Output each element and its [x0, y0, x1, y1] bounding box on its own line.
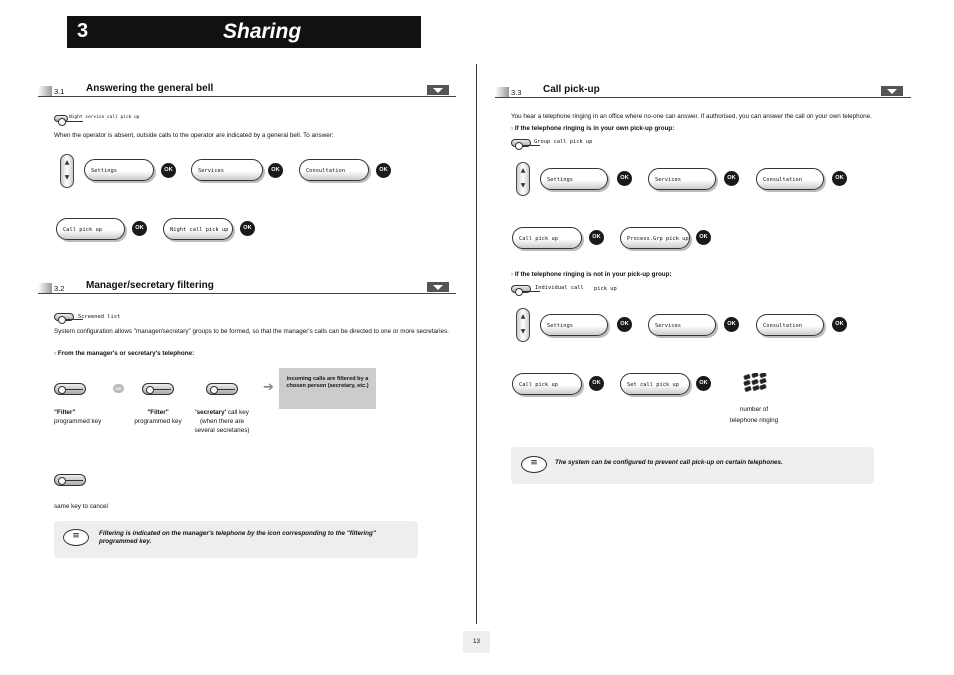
note-box — [511, 447, 874, 484]
filter-key-icon[interactable] — [54, 383, 86, 395]
filter-key-icon[interactable] — [142, 383, 174, 395]
ok-button[interactable]: OK — [376, 163, 391, 178]
case1-heading-text: If the telephone ringing is in your own pick-up group: — [514, 125, 675, 132]
case2-heading — [511, 270, 672, 279]
ok-button[interactable]: OK — [724, 317, 739, 332]
ok-button[interactable]: OK — [832, 171, 847, 186]
note-icon: ≡ — [521, 456, 547, 473]
ok-button[interactable]: OK — [240, 221, 255, 236]
bullet-arrow-icon: › — [54, 350, 58, 357]
section-rule — [38, 96, 456, 97]
filter-result-box: incoming calls are filtered by a chosen person (secretary, etc.) — [279, 368, 376, 409]
night-call-pick-up-button[interactable]: Night call pick up — [163, 218, 233, 240]
settings-button[interactable]: Settings — [540, 168, 608, 190]
bullet-arrow-icon: › — [511, 271, 515, 278]
secretary-key-icon[interactable] — [206, 383, 238, 395]
call-pick-up-button[interactable]: Call pick up — [56, 218, 125, 240]
section-bar — [495, 87, 509, 97]
keypad-icon[interactable] — [743, 373, 767, 395]
ok-button[interactable]: OK — [696, 230, 711, 245]
page-number: 13 — [463, 631, 490, 653]
section-toggle-icon[interactable] — [881, 86, 903, 96]
programmed-key-icon — [511, 285, 531, 293]
intro-text: System configuration allows "manager/secretary" groups to be formed, so that the manager's calls can be directed to one or more secretaries. — [54, 328, 449, 335]
from-heading-text: From the manager's or secretary's telephone: — [57, 350, 195, 357]
section-bar — [38, 283, 52, 293]
secretary-label: 'secretary' call key (when there are several secretaries) — [194, 409, 250, 434]
ok-button[interactable]: OK — [724, 171, 739, 186]
services-button[interactable]: Services — [648, 314, 716, 336]
bullet-arrow-icon: › — [511, 125, 515, 132]
section-toggle-icon[interactable] — [427, 282, 449, 292]
section-toggle-icon[interactable] — [427, 85, 449, 95]
section-title: Manager/secretary filtering — [86, 280, 214, 291]
services-button[interactable]: Services — [648, 168, 716, 190]
section-number: 3.3 — [511, 88, 522, 97]
settings-button[interactable]: Settings — [540, 314, 608, 336]
key-sequence-pick-up: pick up — [594, 286, 617, 292]
process-grp-pick-up-button[interactable]: Process.Grp pick up — [620, 227, 690, 249]
from-heading — [54, 349, 194, 358]
filter-key-icon[interactable] — [54, 474, 86, 486]
set-call-pick-up-button[interactable]: Set call pick up — [620, 373, 690, 395]
section-number: 3.1 — [54, 87, 65, 96]
ok-button[interactable]: OK — [617, 171, 632, 186]
call-pick-up-button[interactable]: Call pick up — [512, 373, 582, 395]
note-box — [54, 521, 418, 558]
case2-heading-text: If the telephone ringing is not in your pick-up group: — [514, 271, 672, 278]
section-title: Call pick-up — [543, 84, 600, 95]
section-bar — [38, 86, 52, 96]
navigator-key[interactable]: ▲ ▼ — [516, 308, 530, 342]
ok-button[interactable]: OK — [589, 376, 604, 391]
consultation-button[interactable]: Consultation — [756, 314, 824, 336]
section-header-3-1 — [38, 83, 456, 97]
section-title: Answering the general bell — [86, 83, 214, 94]
intro-text: When the operator is absent, outside calls to the operator are indicated by a general bell. To answer: — [54, 132, 334, 139]
chapter-title: Sharing — [223, 20, 302, 43]
programmed-key-icon — [54, 115, 68, 122]
key-sequence: Night service call pick up — [69, 115, 140, 120]
note-icon: ≡ — [63, 529, 89, 546]
intro-text: You hear a telephone ringing in an office where no-one can answer. If authorised, you can answer the call on your own telephone. — [511, 113, 872, 120]
chapter-banner — [67, 16, 421, 48]
navigator-key[interactable]: ▲ ▼ — [516, 162, 530, 196]
case1-heading — [511, 124, 674, 133]
programmed-key-icon — [511, 139, 531, 147]
ok-button[interactable]: OK — [161, 163, 176, 178]
note-text: Filtering is indicated on the manager's telephone by the icon corresponding to the "filtering" programmed key. — [99, 530, 376, 545]
section-rule — [495, 97, 911, 98]
ok-button[interactable]: OK — [696, 376, 711, 391]
section-header-3-3 — [495, 84, 911, 98]
ok-button[interactable]: OK — [617, 317, 632, 332]
section-header-3-2 — [38, 280, 456, 294]
consultation-button[interactable]: Consultation — [299, 159, 369, 181]
keypad-label: number of telephone ringing — [729, 406, 779, 424]
column-divider — [476, 64, 477, 624]
chapter-number: 3 — [77, 20, 89, 42]
ok-button[interactable]: OK — [589, 230, 604, 245]
section-rule — [38, 293, 456, 294]
cancel-text: same key to cancel — [54, 503, 108, 510]
section-number: 3.2 — [54, 284, 65, 293]
arrow-right-icon: ➔ — [263, 380, 274, 395]
navigator-key[interactable]: ▲ ▼ — [60, 154, 74, 188]
filter-label-2: "Filter" programmed key — [134, 409, 182, 425]
key-sequence: Screened list — [78, 314, 121, 320]
filter-label-1: "Filter" programmed key — [54, 409, 102, 425]
ok-button[interactable]: OK — [832, 317, 847, 332]
settings-button[interactable]: Settings — [84, 159, 154, 181]
ok-badge: OK — [113, 384, 124, 393]
ok-button[interactable]: OK — [132, 221, 147, 236]
call-pick-up-button[interactable]: Call pick up — [512, 227, 582, 249]
programmed-key-icon — [54, 313, 74, 321]
key-sequence-individual: Individual call — [535, 285, 584, 291]
key-sequence: Group call pick up — [534, 139, 593, 145]
consultation-button[interactable]: Consultation — [756, 168, 824, 190]
note-text: The system can be configured to prevent call pick-up on certain telephones. — [555, 459, 783, 466]
ok-button[interactable]: OK — [268, 163, 283, 178]
services-button[interactable]: Services — [191, 159, 263, 181]
